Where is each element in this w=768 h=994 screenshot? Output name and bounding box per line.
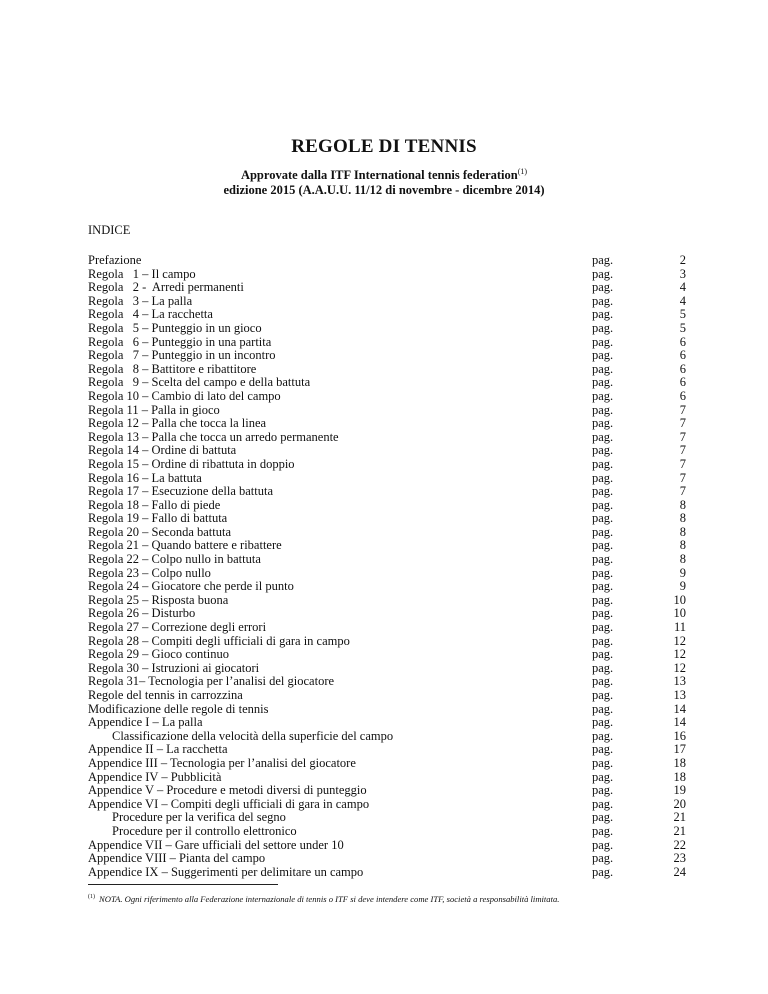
toc-entry (88, 716, 686, 730)
toc-entry (88, 308, 686, 322)
toc-entry-page-number: 10 (673, 592, 686, 607)
toc-entry-page-label: pag. (592, 307, 614, 322)
toc-entry-label: Regola 21 – Quando battere e ribattere (88, 538, 282, 553)
toc-entry-page-number: 20 (673, 796, 686, 811)
toc-entry-page-label: pag. (592, 429, 614, 444)
toc-entry-page-label: pag. (592, 320, 614, 335)
toc-entry (88, 431, 686, 445)
toc-entry (88, 295, 686, 309)
index-heading: INDICE (88, 223, 131, 237)
toc-entry-page-label: pag. (592, 592, 614, 607)
toc-entry-page-number: 7 (679, 470, 686, 485)
toc-entry-page-number: 22 (673, 837, 686, 852)
toc-entry (88, 866, 686, 880)
toc-entry-page-label: pag. (592, 511, 614, 526)
toc-entry (88, 553, 686, 567)
toc-entry-label: Regola 5 – Punteggio in un gioco (88, 320, 262, 335)
toc-entry (88, 417, 686, 431)
toc-entry (88, 376, 686, 390)
toc-entry-page-label: pag. (592, 484, 614, 499)
toc-entry-page-number: 7 (679, 484, 686, 499)
toc-entry-page-number: 14 (673, 701, 686, 716)
toc-entry (88, 336, 686, 350)
footnote-text: NOTA. Ogni riferimento alla Federazione internazionale di tennis o ITF si deve intendere come ITF, società a responsabilità limitata. (99, 894, 560, 904)
toc-entry-label: Regola 29 – Gioco continuo (88, 647, 229, 662)
toc-entry-page-label: pag. (592, 253, 614, 267)
toc-entry-page-number: 7 (679, 416, 686, 431)
toc-entry-page-number: 8 (679, 538, 686, 553)
toc-entry-page-number: 7 (679, 429, 686, 444)
toc-entry (88, 607, 686, 621)
toc-entry-page-number: 13 (673, 674, 686, 689)
toc-entry-page-label: pag. (592, 620, 614, 635)
toc-entry-label: Regola 9 – Scelta del campo e della battuta (88, 375, 311, 390)
toc-entry (88, 743, 686, 757)
toc-entry-label: Procedure per il controllo elettronico (112, 823, 297, 838)
toc-entry (88, 662, 686, 676)
toc-entry-page-label: pag. (592, 728, 614, 743)
toc-entry-label: Regola 12 – Palla che tocca la linea (88, 416, 267, 431)
toc-entry (88, 811, 686, 825)
toc-entry-page-number: 10 (673, 606, 686, 621)
toc-entry-page-label: pag. (592, 361, 614, 376)
toc-entry-page-number: 14 (673, 715, 686, 730)
toc-entry-page-number: 13 (673, 688, 686, 702)
toc-entry-page-number: 21 (673, 810, 686, 825)
toc-entry-label: Appendice V – Procedure e metodi diversi di punteggio (88, 783, 367, 798)
toc-entry-page-number: 8 (679, 552, 686, 567)
toc-entry (88, 472, 686, 486)
toc-entry-page-label: pag. (592, 674, 614, 689)
toc-entry-label: Regola 1 – Il campo (88, 266, 196, 281)
toc-entry-label: Appendice IV – Pubblicità (88, 769, 222, 784)
toc-entry-page-number: 17 (673, 742, 686, 757)
toc-entry-label: Regola 30 – Istruzioni ai giocatori (88, 660, 260, 675)
toc-entry-page-number: 9 (679, 579, 686, 594)
toc-entry-page-label: pag. (592, 552, 614, 567)
toc-entry (88, 635, 686, 649)
toc-entry-page-number: 6 (679, 375, 686, 390)
toc-entry-page-label: pag. (592, 851, 614, 866)
toc-entry-label: Appendice IX – Suggerimenti per delimitare un campo (88, 864, 364, 879)
document-subtitle-approval (0, 168, 768, 183)
toc-entry-page-label: pag. (592, 388, 614, 403)
toc-entry-page-label: pag. (592, 755, 614, 770)
toc-entry (88, 757, 686, 771)
toc-entry-page-label: pag. (592, 470, 614, 485)
toc-entry-page-number: 6 (679, 388, 686, 403)
toc-entry-page-number: 16 (673, 728, 686, 743)
toc-entry-page-number: 8 (679, 497, 686, 512)
toc-entry-label: Classificazione della velocità della superficie del campo (112, 728, 394, 743)
toc-entry-page-label: pag. (592, 524, 614, 539)
toc-entry-label: Regola 4 – La racchetta (88, 307, 213, 322)
toc-entry (88, 458, 686, 472)
toc-entry-page-number: 12 (673, 660, 686, 675)
toc-entry-label: Regola 26 – Disturbo (88, 606, 196, 621)
table-of-contents (88, 254, 686, 879)
toc-entry-page-label: pag. (592, 456, 614, 471)
toc-entry-page-label: pag. (592, 579, 614, 594)
toc-entry (88, 404, 686, 418)
toc-entry (88, 852, 686, 866)
toc-entry (88, 539, 686, 553)
toc-entry (88, 580, 686, 594)
toc-entry-page-label: pag. (592, 769, 614, 784)
toc-entry (88, 526, 686, 540)
toc-entry-page-number: 11 (673, 620, 686, 635)
toc-entry-page-number: 5 (679, 307, 686, 322)
toc-entry (88, 349, 686, 363)
toc-entry (88, 730, 686, 744)
toc-entry-page-label: pag. (592, 443, 614, 458)
document-title: REGOLE DI TENNIS (291, 136, 477, 157)
toc-entry-label: Procedure per la verifica del segno (112, 810, 286, 825)
toc-entry-label: Regole del tennis in carrozzina (88, 688, 243, 702)
toc-entry (88, 689, 686, 703)
toc-entry-page-number: 7 (679, 456, 686, 471)
toc-entry (88, 363, 686, 377)
toc-entry (88, 499, 686, 513)
toc-entry (88, 512, 686, 526)
toc-entry-label: Regola 16 – La battuta (88, 470, 202, 485)
toc-entry-page-label: pag. (592, 742, 614, 757)
toc-entry (88, 567, 686, 581)
toc-entry-page-label: pag. (592, 701, 614, 716)
toc-entry (88, 703, 686, 717)
toc-entry-page-number: 21 (673, 823, 686, 838)
toc-entry-label: Regola 6 – Punteggio in una partita (88, 334, 272, 349)
toc-entry-page-label: pag. (592, 565, 614, 580)
toc-entry-page-label: pag. (592, 823, 614, 838)
toc-entry-label: Regola 20 – Seconda battuta (88, 524, 232, 539)
toc-entry-label: Regola 14 – Ordine di battuta (88, 443, 237, 458)
toc-entry-label: Regola 31– Tecnologia per l’analisi del giocatore (88, 674, 335, 689)
toc-entry (88, 839, 686, 853)
toc-entry-page-label: pag. (592, 606, 614, 621)
footnote (88, 894, 559, 904)
toc-entry-page-label: pag. (592, 416, 614, 431)
toc-entry-label: Regola 22 – Colpo nullo in battuta (88, 552, 261, 567)
footnote-marker: (1) (88, 894, 95, 901)
toc-entry-label: Regola 25 – Risposta buona (88, 592, 229, 607)
toc-entry-label: Regola 13 – Palla che tocca un arredo permanente (88, 429, 339, 444)
toc-entry-page-label: pag. (592, 715, 614, 730)
toc-entry-label: Appendice I – La palla (88, 715, 203, 730)
toc-entry-page-label: pag. (592, 375, 614, 390)
toc-entry-page-number: 6 (679, 348, 686, 363)
toc-entry (88, 648, 686, 662)
toc-entry-page-label: pag. (592, 280, 614, 295)
toc-entry-label: Appendice VI – Compiti degli ufficiali di gara in campo (88, 796, 370, 811)
toc-entry-page-label: pag. (592, 660, 614, 675)
toc-entry (88, 268, 686, 282)
toc-entry-page-number: 7 (679, 443, 686, 458)
toc-entry-page-number: 18 (673, 755, 686, 770)
toc-entry-page-label: pag. (592, 837, 614, 852)
toc-entry (88, 594, 686, 608)
footnote-divider (88, 884, 278, 885)
toc-entry (88, 390, 686, 404)
toc-entry-page-label: pag. (592, 348, 614, 363)
toc-entry (88, 771, 686, 785)
toc-entry-label: Regola 27 – Correzione degli errori (88, 620, 267, 635)
toc-entry (88, 281, 686, 295)
toc-entry-label: Appendice II – La racchetta (88, 742, 228, 757)
toc-entry-page-number: 3 (679, 266, 686, 281)
toc-entry-page-label: pag. (592, 538, 614, 553)
toc-entry-label: Prefazione (88, 253, 142, 267)
toc-entry-page-number: 9 (679, 565, 686, 580)
toc-entry-page-label: pag. (592, 864, 614, 879)
toc-entry-page-number: 7 (679, 402, 686, 417)
toc-entry (88, 825, 686, 839)
toc-entry-label: Appendice VIII – Pianta del campo (88, 851, 266, 866)
toc-entry-label: Regola 11 – Palla in gioco (88, 402, 220, 417)
toc-entry-label: Regola 28 – Compiti degli ufficiali di gara in campo (88, 633, 350, 648)
toc-entry-page-number: 5 (679, 320, 686, 335)
toc-entry-label: Appendice III – Tecnologia per l’analisi del giocatore (88, 755, 356, 770)
toc-entry-label: Modificazione delle regole di tennis (88, 701, 269, 716)
toc-entry-page-number: 18 (673, 769, 686, 784)
toc-entry-page-number: 12 (673, 633, 686, 648)
toc-entry (88, 784, 686, 798)
toc-entry (88, 254, 686, 268)
toc-entry-label: Regola 10 – Cambio di lato del campo (88, 388, 281, 403)
toc-entry-label: Regola 2 - Arredi permanenti (88, 280, 244, 295)
toc-entry-page-number: 24 (673, 864, 686, 879)
toc-entry-page-label: pag. (592, 497, 614, 512)
toc-entry (88, 444, 686, 458)
toc-entry-page-number: 19 (673, 783, 686, 798)
toc-entry-label: Regola 7 – Punteggio in un incontro (88, 348, 276, 363)
toc-entry-page-number: 12 (673, 647, 686, 662)
toc-entry-label: Regola 15 – Ordine di ribattuta in doppio (88, 456, 295, 471)
toc-entry-page-label: pag. (592, 633, 614, 648)
toc-entry-page-number: 6 (679, 361, 686, 376)
toc-entry-label: Appendice VII – Gare ufficiali del settore under 10 (88, 837, 344, 852)
toc-entry-page-number: 4 (679, 280, 686, 295)
toc-entry (88, 621, 686, 635)
toc-entry-page-label: pag. (592, 402, 614, 417)
toc-entry-page-label: pag. (592, 783, 614, 798)
toc-entry (88, 485, 686, 499)
toc-entry-page-label: pag. (592, 810, 614, 825)
toc-entry-page-label: pag. (592, 647, 614, 662)
toc-entry-page-number: 2 (679, 253, 686, 267)
toc-entry-label: Regola 3 – La palla (88, 293, 193, 308)
toc-entry-page-label: pag. (592, 266, 614, 281)
toc-entry (88, 675, 686, 689)
toc-entry-page-number: 8 (679, 524, 686, 539)
toc-entry-label: Regola 24 – Giocatore che perde il punto (88, 579, 294, 594)
toc-entry-label: Regola 18 – Fallo di piede (88, 497, 221, 512)
toc-entry-page-label: pag. (592, 688, 614, 702)
toc-entry-label: Regola 8 – Battitore e ribattitore (88, 361, 257, 376)
footnote-reference: (1) (517, 166, 528, 176)
toc-entry-label: Regola 23 – Colpo nullo (88, 565, 211, 580)
toc-entry-label: Regola 19 – Fallo di battuta (88, 511, 228, 526)
toc-entry-page-label: pag. (592, 334, 614, 349)
toc-entry-page-number: 6 (679, 334, 686, 349)
toc-entry-page-label: pag. (592, 796, 614, 811)
approval-text: Approvate dalla ITF International tennis federation (240, 168, 518, 182)
toc-entry (88, 322, 686, 336)
toc-entry-page-number: 23 (673, 851, 686, 866)
toc-entry-page-number: 4 (679, 293, 686, 308)
toc-entry-page-number: 8 (679, 511, 686, 526)
toc-entry (88, 798, 686, 812)
document-subtitle-edition: edizione 2015 (A.A.U.U. 11/12 di novembre - dicembre 2014) (223, 183, 545, 197)
toc-entry-label: Regola 17 – Esecuzione della battuta (88, 484, 274, 499)
toc-entry-page-label: pag. (592, 293, 614, 308)
